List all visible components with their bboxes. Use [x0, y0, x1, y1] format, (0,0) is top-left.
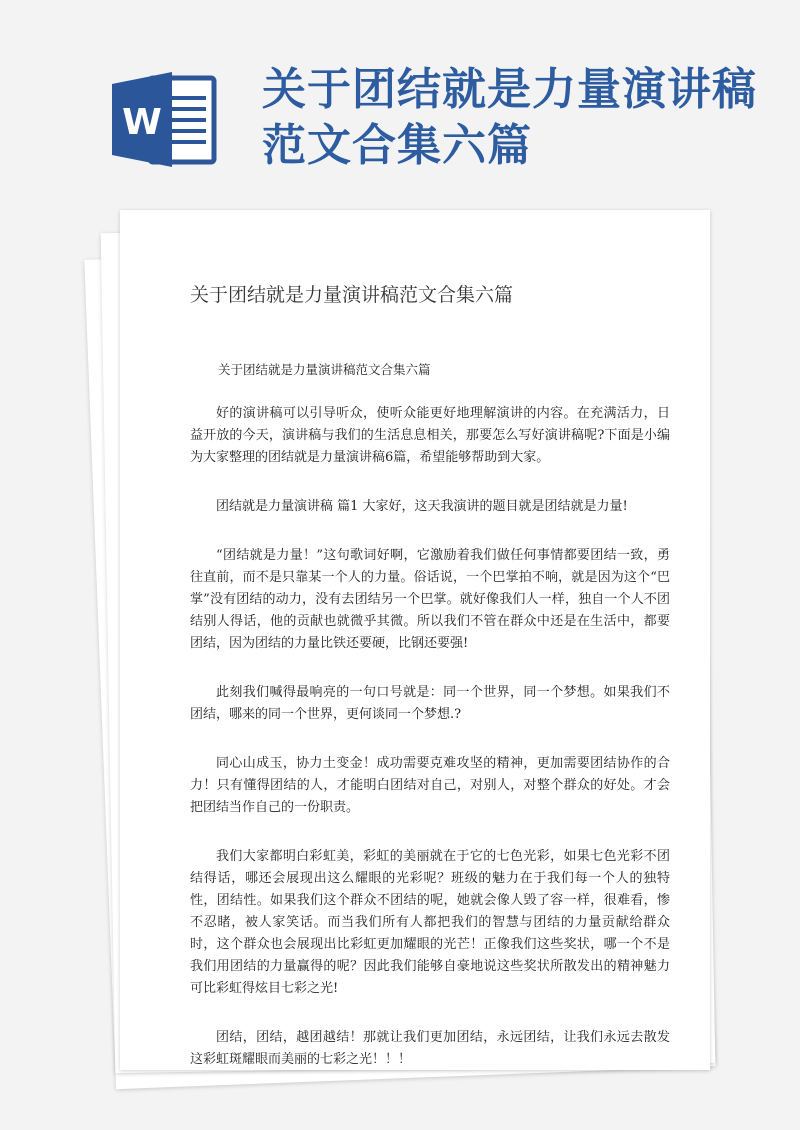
- document-body: [190, 280, 670, 1098]
- paragraph: “团结就是力量！”这句歌词好啊，它激励着我们做任何事情都要团结一致，勇往直前，而不是只靠某一个人的力量。俗话说，一个巴掌拍不响，就是因为这个“巴掌”没有团结的动力，没有去团结另一个巴掌。就好像我们人一样，独自一个人不团结别人得话，他的贡献也就微乎其微。所以我们不管在群众中还是在生活中，都要团结，因为团结的力量比铁还要硬，比钢还要强!: [190, 548, 670, 651]
- paragraph: 团结，团结，越团越结！那就让我们更加团结，永远团结，让我们永远去散发这彩虹斑耀眼而美丽的七彩之光！！！: [190, 1030, 670, 1067]
- word-icon-letter: W: [122, 102, 162, 143]
- paragraph: 关于团结就是力量演讲稿范文合集六篇: [218, 362, 431, 377]
- paragraph: 同心山成玉，协力土变金！成功需要克难攻坚的精神，更加需要团结协作的合力！只有懂得团结的人，才能明白团结对自己，对别人，对整个群众的好处。才会把团结当作自己的一份职责。: [190, 756, 670, 815]
- paragraph: 我们大家都明白彩虹美，彩虹的美丽就在于它的七色光彩，如果七色光彩不团结得话，哪还会展现出这么耀眼的光彩呢？班级的魅力在于我们每一个人的独特性，团结性。如果我们这个群众不团结的呢，她就会像人毁了容一样，很难看，惨不忍睹，被人家笑话。而当我们所有人都把我们的智慧与团结的力量贡献给群众时，这个群众也会展现出比彩虹更加耀眼的光芒！正像我们这些奖状，哪一个不是我们用团结的力量赢得的呢？因此我们能够自豪地说这些奖状所散发出的精神魅力可比彩虹得炫目七彩之光!: [190, 849, 670, 996]
- page-heading: 关于团结就是力量演讲稿范文合集六篇: [190, 284, 514, 306]
- paragraph: 团结就是力量演讲稿 篇1 大家好，这天我演讲的题目就是团结就是力量!: [216, 499, 628, 514]
- paragraph: 好的演讲稿可以引导听众，使听众能更好地理解演讲的内容。在充满活力，日益开放的今天，演讲稿与我们的生活息息相关，那要怎么写好演讲稿呢?下面是小编为大家整理的团结就是力量演讲稿6篇，希望能够帮助到大家。: [190, 406, 670, 465]
- paragraph: 此刻我们喊得最响亮的一句口号就是：同一个世界，同一个梦想。如果我们不团结，哪来的同一个世界，更何谈同一个梦想.?: [190, 685, 670, 722]
- document-title: 关于团结就是力量演讲稿范文合集六篇: [262, 64, 757, 171]
- header: [0, 0, 800, 200]
- word-document-icon: [112, 72, 217, 167]
